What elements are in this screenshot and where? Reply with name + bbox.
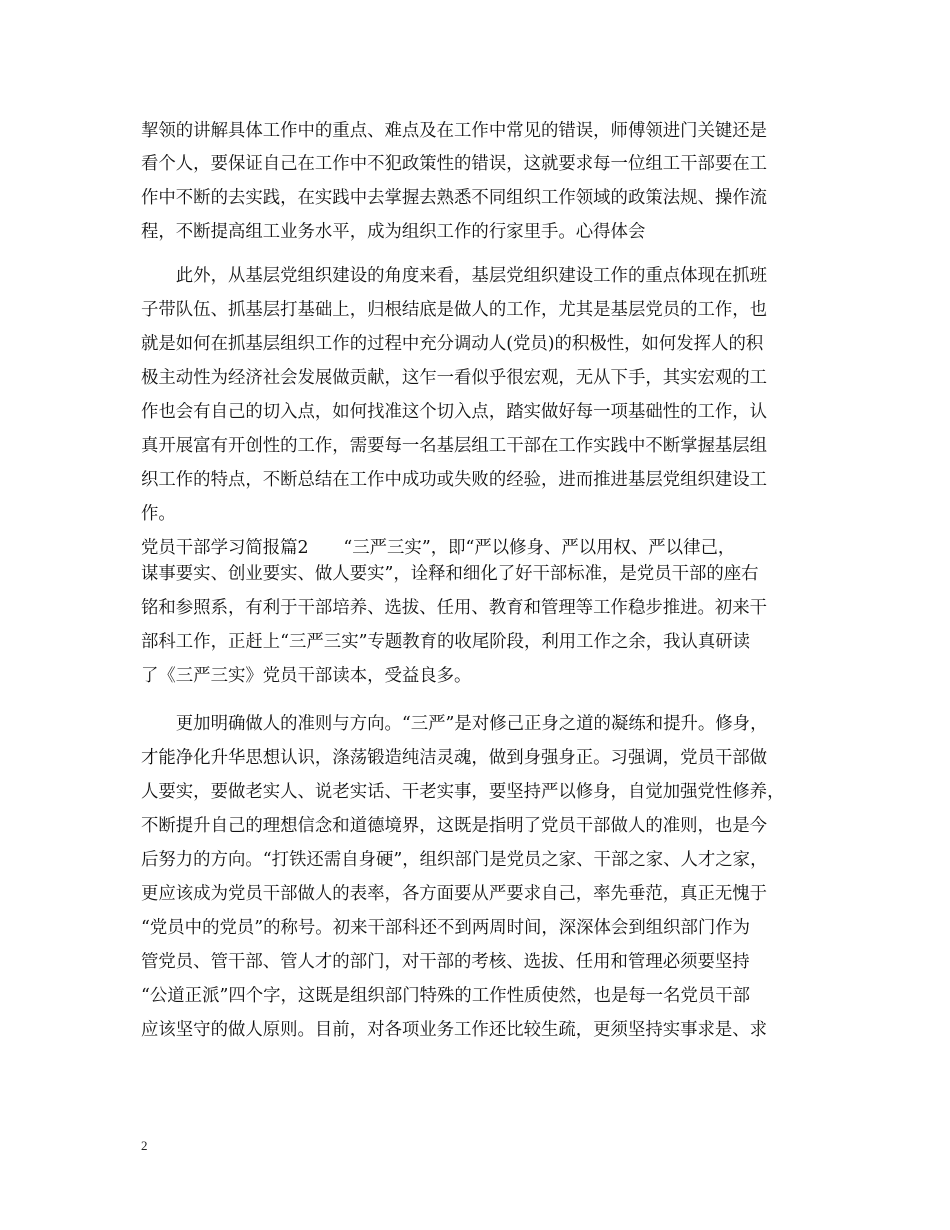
text-line: “党员中的党员”的称号。初来干部科还不到两周时间，深深体会到组织部门作为: [141, 918, 751, 938]
text-line: 看个人，要保证自己在工作中不犯政策性的错误，这就要求每一位组工干部要在工: [141, 154, 768, 174]
text-line: 作也会有自己的切入点，如何找准这个切入点，踏实做好每一项基础性的工作，认: [141, 402, 768, 422]
text-line: 作中不断的去实践，在实践中去掌握去熟悉不同组织工作领域的政策法规、操作流: [141, 188, 768, 208]
text-line: 不断提升自己的理想信念和道德境界，这既是指明了党员干部做人的准则，也是今: [141, 816, 768, 836]
text-line: 人要实，要做老实人、说老实话、干老实事，要坚持严以修身，自觉加强党性修养，: [141, 782, 785, 802]
text-line: 真开展富有开创性的工作，需要每一名基层组工干部在工作实践中不断掌握基层组: [141, 436, 768, 456]
text-line: 了《三严三实》党员干部读本，受益良多。: [141, 666, 472, 686]
text-line: 织工作的特点，不断总结在工作中成功或失败的经验，进而推进基层党组织建设工: [141, 470, 768, 490]
text-line: 子带队伍、抓基层打基础上，归根结底是做人的工作，尤其是基层党员的工作，也: [141, 300, 768, 320]
text-line: 程，不断提高组工业务水平，成为组织工作的行家里手。心得体会: [141, 222, 646, 242]
text-line: 更应该成为党员干部做人的表率，各方面要从严要求自己，率先垂范，真正无愧于: [141, 884, 768, 904]
page-number: 2: [141, 1138, 148, 1153]
text-line: 应该坚守的做人原则。目前，对各项业务工作还比较生疏，更须坚持实事求是、求: [141, 1020, 768, 1040]
text-line: 管党员、管干部、管人才的部门，对干部的考核、选拔、任用和管理必须要坚持: [141, 952, 750, 972]
text-line: 挈领的讲解具体工作中的重点、难点及在工作中常见的错误，师傅领进门关键还是: [141, 121, 768, 141]
text-line: 极主动性为经济社会发展做贡献，这乍一看似乎很宏观，无从下手，其实宏观的工: [141, 368, 768, 388]
text-line: 就是如何在抓基层组织工作的过程中充分调动人(党员)的积极性，如何发挥人的积: [141, 334, 764, 354]
text-line: 此外，从基层党组织建设的角度来看，基层党组织建设工作的重点体现在抓班: [141, 266, 768, 286]
text-line: 才能净化升华思想认识，涤荡锻造纯洁灵魂，做到身强身正。习强调，党员干部做: [141, 748, 768, 768]
text-line: 后努力的方向。“打铁还需自身硬”，组织部门是党员之家、干部之家、人才之家，: [141, 850, 768, 870]
text-line: 谋事要实、创业要实、做人要实”，诠释和细化了好干部标准，是党员干部的座右: [141, 564, 759, 584]
text-line: 党员干部学习简报篇2 “三严三实”，即“严以修身、严以用权、严以律己，: [141, 538, 736, 558]
text-line: 部科工作，正赶上“三严三实”专题教育的收尾阶段，利用工作之余，我认真研读: [141, 632, 751, 652]
text-line: “公道正派”四个字，这既是组织部门特殊的工作性质使然，也是每一名党员干部: [141, 986, 751, 1006]
text-line: 作。: [141, 504, 176, 524]
text-line: 更加明确做人的准则与方向。“三严”是对修己正身之道的凝练和提升。修身，: [141, 714, 768, 734]
text-line: 铭和参照系，有利于干部培养、选拔、任用、教育和管理等工作稳步推进。初来干: [141, 598, 768, 618]
